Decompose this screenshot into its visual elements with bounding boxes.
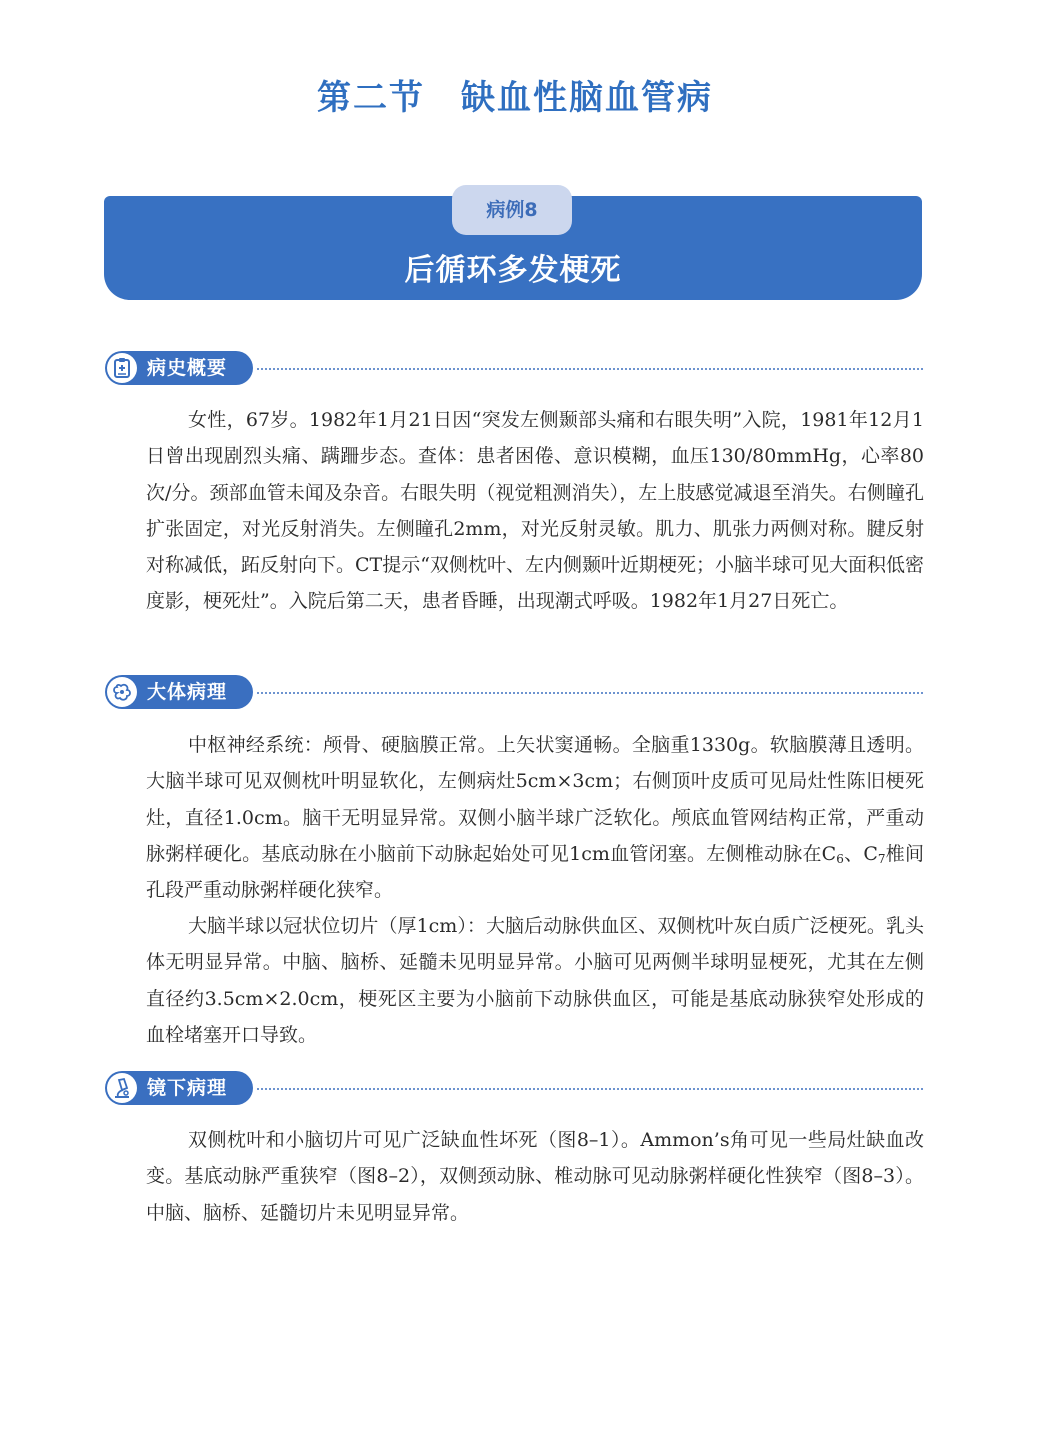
heading-label: 镜下病理 xyxy=(147,1077,228,1099)
subscript: 7 xyxy=(877,851,886,866)
heading-label: 大体病理 xyxy=(147,681,228,703)
section-heading-history xyxy=(105,351,923,387)
heading-pill xyxy=(105,351,253,385)
gross-paragraph-1 xyxy=(146,727,924,908)
history-paragraph: 女性，67岁。1982年1月21日因“突发左侧颞部头痛和右眼失明”入院，1981年12月1日曾出现剧烈头痛、蹒跚步态。查体：患者困倦、意识模糊，血压130/80mmHg，心率80次/分。颈部血管未闻及杂音。右眼失明（视觉粗测消失），左上肢感觉减退至消失。右侧瞳孔扩张固定，对光反射消失。左侧瞳孔2mm，对光反射灵敏。肌力、肌张力两侧对称。腱反射对称减低，跖反射向下。CT提示“双侧枕叶、左内侧颞叶近期梗死；小脑半球可见大面积低密度影，梗死灶”。入院后第二天，患者昏睡，出现潮式呼吸。1982年1月27日死亡。 xyxy=(146,409,924,613)
case-title: 后循环多发梗死 xyxy=(404,253,622,288)
heading-pill xyxy=(105,1071,253,1105)
gross-text-part: 中枢神经系统：颅骨、硬脑膜正常。上矢状窦通畅。全脑重1330g。软脑膜薄且透明。大脑半球可见双侧枕叶明显软化，左侧病灶5cm×3cm；右侧顶叶皮质可见局灶性陈旧梗死灶，直径1.0cm。脑干无明显异常。双侧小脑半球广泛软化。颅底血管网结构正常，严重动脉粥样硬化。基底动脉在小脑前下动脉起始处可见1cm血管闭塞。左侧椎动脉在C xyxy=(146,734,924,865)
dotted-divider xyxy=(257,1088,923,1090)
heading-pill xyxy=(105,675,253,709)
gross-paragraph-2: 大脑半球以冠状位切片（厚1cm）：大脑后动脉供血区、双侧枕叶灰白质广泛梗死。乳头体无明显异常。中脑、脑桥、延髓未见明显异常。小脑可见两侧半球明显梗死，尤其在左侧直径约3.5cm×2.0cm，梗死区主要为小脑前下动脉供血区，可能是基底动脉狭窄处形成的血栓堵塞开口导致。 xyxy=(146,915,924,1046)
case-number-tag: 病例8 xyxy=(452,185,572,235)
subscript: 6 xyxy=(836,851,844,866)
dotted-divider xyxy=(257,368,923,370)
microscopic-paragraph: 双侧枕叶和小脑切片可见广泛缺血性坏死（图8–1）。Ammon’s角可见一些局灶缺血改变。基底动脉严重狭窄（图8–2），双侧颈动脉、椎动脉可见动脉粥样硬化性狭窄（图8–3）。中脑、脑桥、延髓切片未见明显异常。 xyxy=(146,1129,924,1224)
clipboard-icon xyxy=(107,353,137,383)
section-heading-microscopic xyxy=(105,1071,923,1107)
organ-icon xyxy=(107,677,137,707)
section-title: 第二节 缺血性脑血管病 xyxy=(317,78,713,118)
dotted-divider xyxy=(257,692,923,694)
gross-text-part: 椎间孔段严重动脉粥样硬化狭窄。 xyxy=(146,842,924,902)
section-heading-gross xyxy=(105,675,923,711)
gross-text-part: 、C xyxy=(843,842,878,865)
heading-label: 病史概要 xyxy=(147,357,228,379)
microscope-icon xyxy=(107,1073,137,1103)
